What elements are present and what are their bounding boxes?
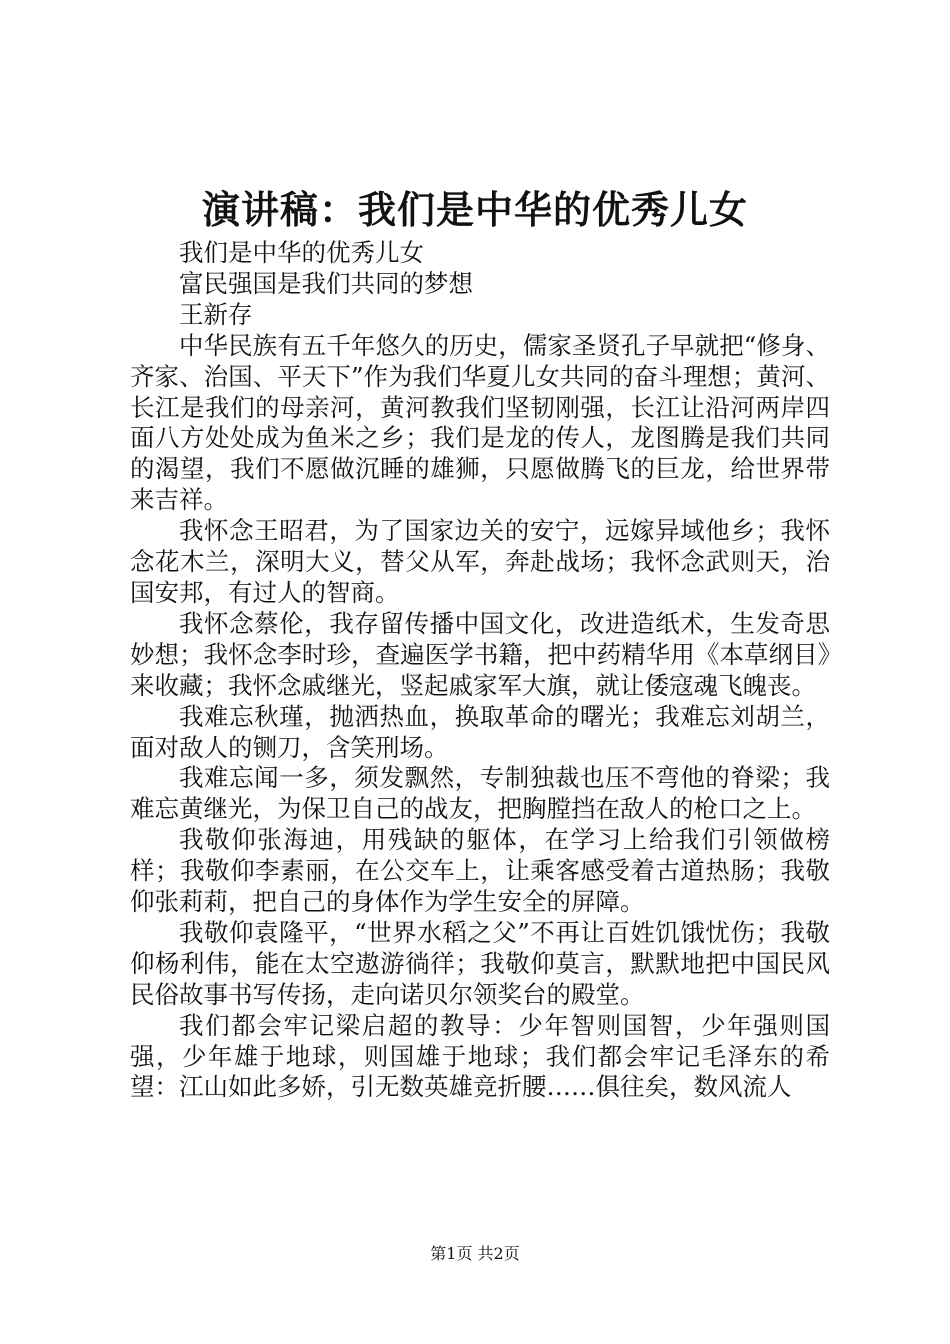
subtitle-line: 我们是中华的优秀儿女	[179, 238, 424, 267]
body-paragraph: 中华民族有五千年悠久的历史，儒家圣贤孔子早就把“修身、齐家、治国、平天下”作为我们华夏儿女共同的奋斗理想；黄河、长江是我们的母亲河，黄河教我们坚韧刚强，长江让沿河两岸四面八方处处成为鱼米之乡；我们是龙的传人，龙图腾是我们共同的渴望，我们不愿做沉睡的雄狮，只愿做腾飞的巨龙，给世界带来吉祥。	[130, 330, 830, 515]
author-line: 王新存	[179, 299, 253, 329]
page-footer: 第1页 共2页	[430, 1244, 520, 1263]
subtitle-line: 富民强国是我们共同的梦想	[179, 268, 473, 298]
body-paragraph: 我难忘闻一多，须发飘然，专制独裁也压不弯他的脊梁；我难忘黄继光，为保卫自己的战友，把胸膛挡在敌人的枪口之上。	[130, 763, 830, 824]
body-paragraph: 我敬仰袁隆平，“世界水稻之父”不再让百姓饥饿忧伤；我敬仰杨利伟，能在太空遨游徜徉；我敬仰莫言，默默地把中国民风民俗故事书写传扬，走向诺贝尔领奖台的殿堂。	[130, 917, 830, 1009]
document-title: 演讲稿：我们是中华的优秀儿女	[201, 187, 748, 232]
body-paragraph: 我怀念蔡伦，我存留传播中国文化，改进造纸术，生发奇思妙想；我怀念李时珍，查遍医学书籍，把中药精华用《本草纲目》来收藏；我怀念戚继光，竖起戚家军大旗，就让倭寇魂飞魄丧。	[130, 608, 830, 700]
document-body	[130, 238, 830, 1103]
body-paragraph: 我难忘秋瑾，抛洒热血，换取革命的曙光；我难忘刘胡兰，面对敌人的铡刀，含笑刑场。	[130, 701, 830, 762]
body-paragraph: 我们都会牢记梁启超的教导：少年智则国智，少年强则国强，少年雄于地球，则国雄于地球；我们都会牢记毛泽东的希望：江山如此多娇，引无数英雄竞折腰……俱往矣，数风流人	[130, 1010, 830, 1102]
body-paragraph: 我怀念王昭君，为了国家边关的安宁，远嫁异域他乡；我怀念花木兰，深明大义，替父从军，奔赴战场；我怀念武则天，治国安邦，有过人的智商。	[130, 516, 830, 607]
body-paragraph: 我敬仰张海迪，用残缺的躯体，在学习上给我们引领做榜样；我敬仰李素丽，在公交车上，让乘客感受着古道热肠；我敬仰张莉莉，把自己的身体作为学生安全的屏障。	[130, 825, 830, 917]
